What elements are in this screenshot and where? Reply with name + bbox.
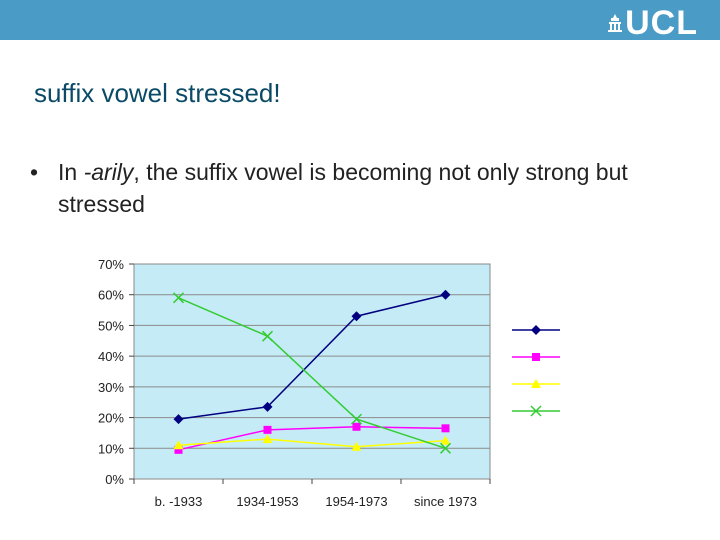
x-tick-label: 1954-1973 xyxy=(325,494,388,509)
y-tick-label: 60% xyxy=(97,287,124,303)
ucl-portico-icon xyxy=(608,14,622,32)
chart-container xyxy=(72,234,648,516)
y-tick-label: 50% xyxy=(97,318,124,334)
slide-title: suffix vowel stressed! xyxy=(34,78,281,108)
x-tick-label: b. -1933 xyxy=(154,494,203,509)
bullet-text xyxy=(58,156,670,220)
y-tick-label: 70% xyxy=(97,257,124,272)
ucl-logo xyxy=(608,6,698,40)
x-tick-label: since 1973 xyxy=(414,494,477,509)
legend-marker xyxy=(532,353,540,361)
bullet-prefix: In xyxy=(58,159,84,185)
y-tick-label: 0% xyxy=(105,472,124,487)
data-point xyxy=(353,423,361,431)
bullet-item xyxy=(30,156,670,220)
y-tick-label: 20% xyxy=(97,410,124,426)
data-point xyxy=(264,426,272,434)
line-chart xyxy=(72,234,648,516)
bullet-marker: • xyxy=(30,159,39,185)
bullet-rest: , the suffix vowel is becoming not only strong but stressed xyxy=(58,159,628,217)
legend-marker xyxy=(531,325,541,335)
logo-text: UCL xyxy=(625,4,698,42)
bullet-emphasis: -arily xyxy=(83,159,134,185)
y-tick-label: 10% xyxy=(97,441,124,457)
x-tick-label: 1934-1953 xyxy=(236,494,299,509)
y-tick-label: 30% xyxy=(97,379,124,395)
data-point xyxy=(442,424,450,432)
y-tick-label: 40% xyxy=(97,349,124,365)
